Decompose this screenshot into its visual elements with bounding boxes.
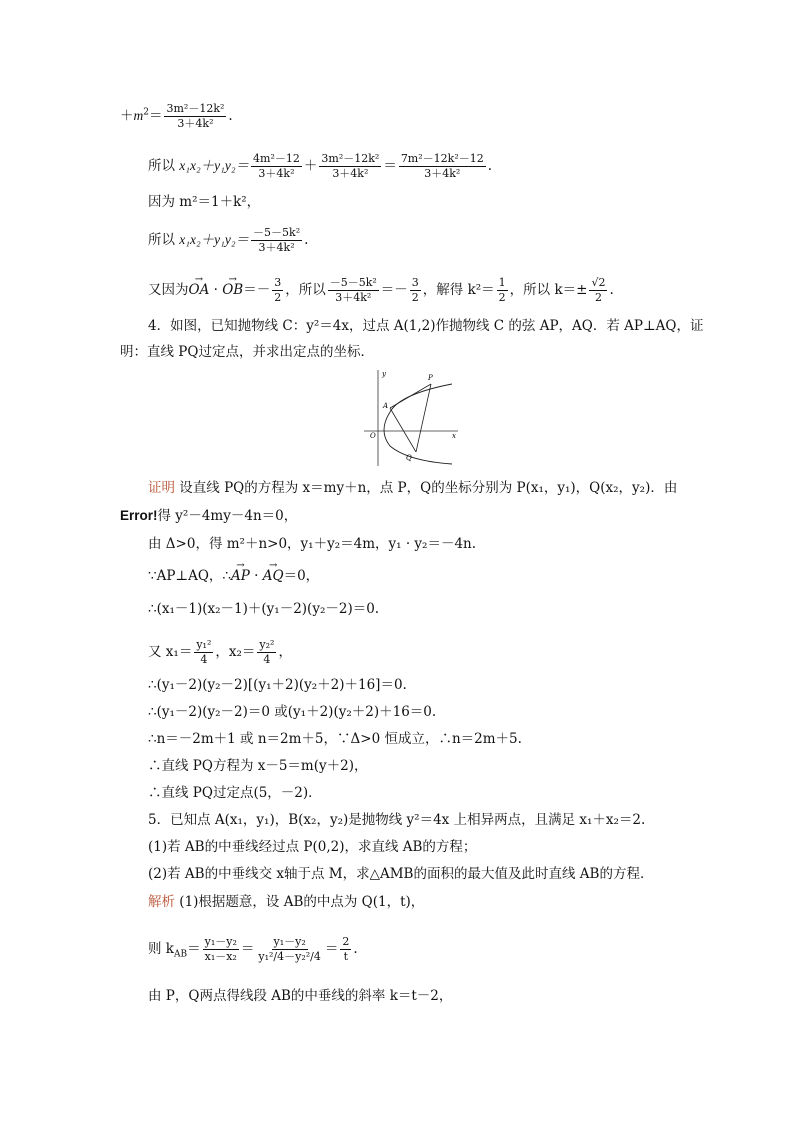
- error-marker: Error!: [120, 508, 158, 523]
- vector-ob: → OB: [222, 281, 243, 299]
- vector-ap: → AP: [231, 567, 250, 585]
- var-m: m: [133, 108, 144, 123]
- eq-line-4: 所以 x₁x₂＋y₁y₂＝ $\frac{\text{－5－5k²}}{\text{3＋4k²}}$ .: [148, 226, 309, 254]
- eq-line-5: 又因为→ OA · → OB＝－ $\frac{3}{2}$ ，所以 $\frac{\text{－5－5k²}}{\text{3＋4k²}}$ ＝－ $\frac{3}{2}$ ，解得 k²＝ $\frac{1}{2}$ ，所以 k＝± $\frac{√2}{2}$ .: [148, 276, 614, 305]
- q4-line-1: 4．如图，已知抛物线 C：y²＝4x，过点 A(1,2)作抛物线 C 的弦 AP，AQ．若 AP⊥AQ，证: [148, 318, 704, 334]
- proof-line-11: ∴直线 PQ过定点(5，－2)．: [148, 785, 322, 801]
- fraction: $\frac{\text{4m²－12}}{\text{3＋4k²}}$: [253, 152, 300, 180]
- fraction: $\frac{\text{－5－5k²}}{\text{3＋4k²}}$: [253, 226, 301, 254]
- parabola-figure: [360, 368, 460, 468]
- proof-line-7: ∴(y₁－2)(y₂－2)[(y₁＋2)(y₂＋2)＋16]＝0.: [148, 677, 407, 693]
- q4-line-2: 明：直线 PQ过定点，并求出定点的坐标．: [120, 344, 374, 360]
- proof-line-8: ∴(y₁－2)(y₂－2)＝0 或(y₁＋2)(y₂＋2)＋16＝0.: [148, 704, 437, 720]
- chord-aq: [390, 408, 416, 452]
- vector-oa: → OA: [189, 281, 210, 299]
- proof-line-10: ∴直线 PQ方程为 x－5＝m(y＋2)，: [148, 758, 368, 774]
- solution-label: 解析: [148, 894, 175, 910]
- solution-line-2: 则 $k_{AB}=$ $\frac{\text{y₁－y₂}}{\text{x₁－x₂}}$ ＝ $\frac{\text{y₁－y₂}}{\text{y₁²/4－y₂²/4}}$ ＝ $\frac{2}{t}$ .: [148, 935, 358, 963]
- proof-line-3: 由 Δ>0，得 m²＋n>0，y₁＋y₂＝4m，y₁ · y₂＝－4n.: [148, 536, 477, 552]
- eq-line-2: 所以 x₁x₂＋y₁y₂＝ $\frac{\text{4m²－12}}{\text{3＋4k²}}$ ＋ $\frac{\text{3m²－12k²}}{\text{3＋4k²}}$ ＝ $\frac{\text{7m²－12k²－12}}{\text{3＋4k²}}$ .: [148, 152, 493, 180]
- x-axis-label: x: [452, 432, 456, 440]
- proof-line-4: ∵AP⊥AQ，∴→ AP · → AQ＝0，: [148, 567, 319, 585]
- point-p-label: P: [428, 374, 433, 382]
- proof-line-1: 证明 设直线 PQ的方程为 x＝my＋n，点 P，Q的坐标分别为 P(x₁，y₁)，Q(x₂，y₂)．由: [148, 480, 678, 496]
- q5-line-2: (1)若 AB的中垂线经过点 P(0,2)，求直线 AB的方程；: [148, 839, 477, 855]
- point-a-label: A: [383, 402, 389, 410]
- solution-line-3: 由 P，Q两点得线段 AB的中垂线的斜率 k＝t－2，: [148, 988, 453, 1004]
- proof-line-5: ∴(x₁－1)(x₂－1)＋(y₁－2)(y₂－2)＝0.: [148, 601, 380, 617]
- proof-line-9: ∴n＝－2m＋1 或 n＝2m＋5，∵Δ>0 恒成立，∴n＝2m＋5.: [148, 731, 522, 747]
- eq-line-1: $+m^2=$ $\frac{\text{3m²－12k²}}{\text{3＋4k²}}$ .: [120, 102, 233, 130]
- fraction: $\frac{\text{3m²－12k²}}{\text{3＋4k²}}$: [166, 102, 225, 130]
- proof-line-6: 又 x₁＝ $\frac{\text{y₁²}}{4}$ ，x₂＝ $\frac{\text{y₂²}}{4}$ ，: [148, 638, 292, 666]
- point-q-label: Q: [406, 454, 412, 462]
- plus-sign: ＋: [120, 108, 134, 124]
- eq-line-3: 因为 m²＝1＋k²，: [148, 194, 261, 210]
- line-pq: [416, 384, 431, 452]
- q5-line-1: 5．已知点 A(x₁，y₁)，B(x₂，y₂)是抛物线 y²＝4x 上相异两点，且满足 x₁＋x₂＝2.: [148, 812, 646, 828]
- proof-line-2: Error!得 y²－4my－4n＝0，: [120, 508, 298, 524]
- vector-aq: → AQ: [263, 567, 284, 585]
- q5-line-3: (2)若 AB的中垂线交 x轴于点 M，求△AMB的面积的最大值及此时直线 AB的方程．: [148, 866, 654, 882]
- y-axis-label: y: [382, 370, 386, 378]
- proof-label: 证明: [148, 480, 175, 496]
- fraction: $\frac{\text{3m²－12k²}}{\text{3＋4k²}}$: [321, 152, 380, 180]
- parabola-curve: [384, 384, 452, 464]
- solution-line-1: 解析 (1)根据题意，设 AB的中点为 Q(1，t)，: [148, 894, 425, 910]
- fraction: $\frac{\text{7m²－12k²－12}}{\text{3＋4k²}}$: [400, 152, 484, 180]
- origin-label: O: [370, 432, 376, 440]
- chord-ap: [390, 384, 431, 408]
